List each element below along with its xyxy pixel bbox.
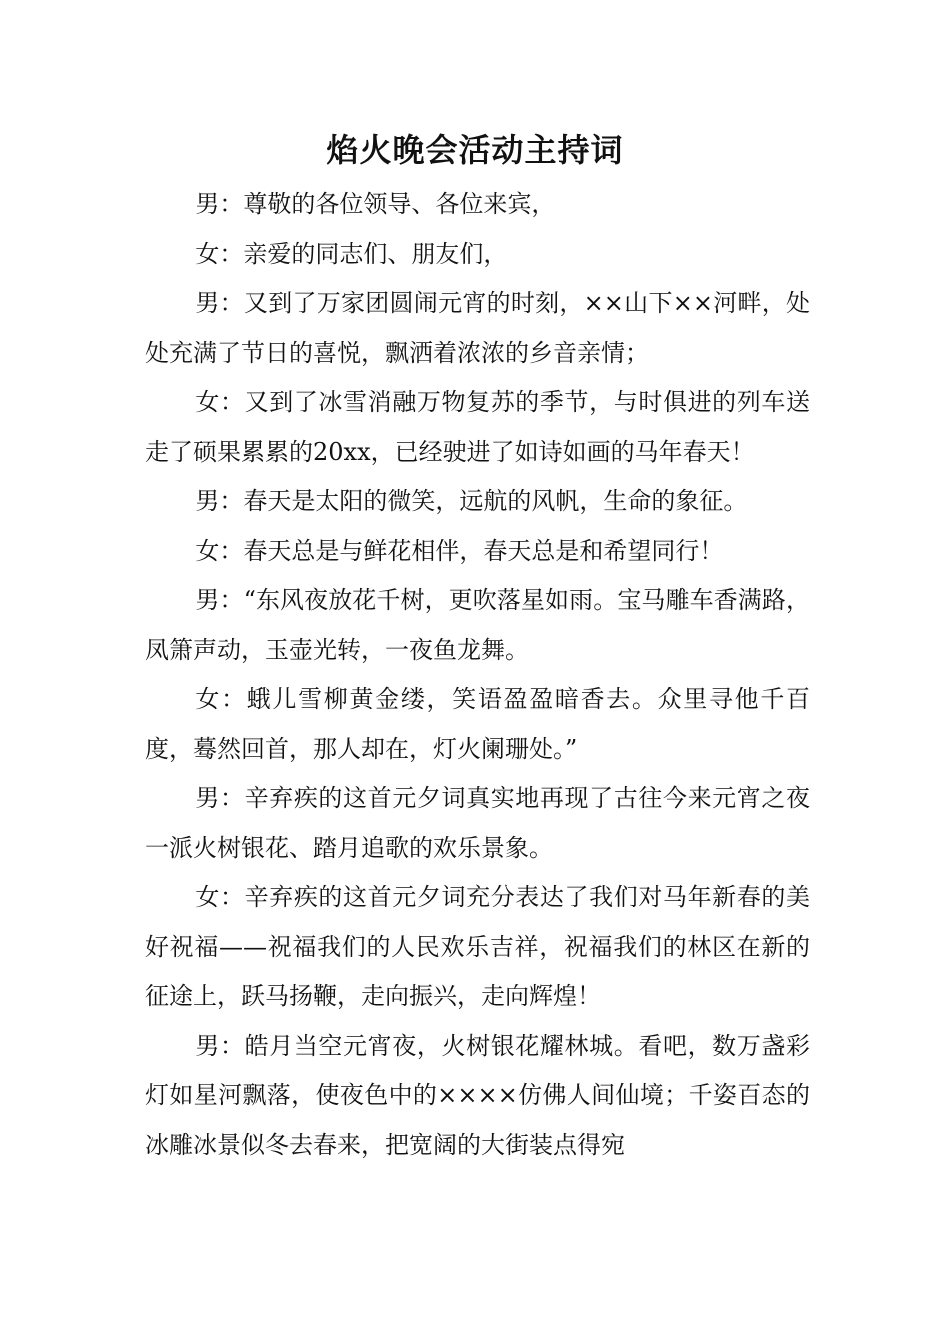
paragraph: 女：辛弃疾的这首元夕词充分表达了我们对马年新春的美好祝福——祝福我们的人民欢乐吉祥，祝福我们的林区在新的征途上，跃马扬鞭，走向振兴，走向辉煌！ bbox=[145, 883, 810, 1010]
paragraph: 男：春天是太阳的微笑，远航的风帆，生命的象征。 bbox=[195, 487, 748, 515]
paragraph: 女：春天总是与鲜花相伴，春天总是和希望同行！ bbox=[195, 536, 724, 565]
document-title: 焰火晚会活动主持词 bbox=[326, 131, 624, 169]
paragraph: 女：又到了冰雪消融万物复苏的季节，与时俱进的列车送走了硕果累累的20xx，已经驶进了如诗如画的马年春天！ bbox=[145, 388, 810, 466]
paragraph: 男：尊敬的各位领导、各位来宾， bbox=[195, 190, 556, 218]
paragraph: 男：“东风夜放花千树，更吹落星如雨。宝马雕车香满路，凤箫声动，玉壶光转，一夜鱼龙舞。 bbox=[145, 586, 810, 664]
paragraph: 男：又到了万家团圆闹元宵的时刻，××山下××河畔，处处充满了节日的喜悦，飘洒着浓浓的乡音亲情； bbox=[145, 289, 810, 367]
paragraph: 男：辛弃疾的这首元夕词真实地再现了古往今来元宵之夜一派火树银花、踏月追歌的欢乐景象。 bbox=[145, 784, 810, 862]
paragraph: 女：蛾儿雪柳黄金缕，笑语盈盈暗香去。众里寻他千百度，蓦然回首，那人却在，灯火阑珊处。” bbox=[145, 685, 810, 763]
paragraph: 男：皓月当空元宵夜，火树银花耀林城。看吧，数万盏彩灯如星河飘落，使夜色中的××××仿佛人间仙境；千姿百态的冰雕冰景似冬去春来，把宽阔的大街装点得宛 bbox=[145, 1031, 810, 1159]
document-body bbox=[145, 180, 810, 1170]
paragraph: 女：亲爱的同志们、朋友们， bbox=[195, 239, 508, 268]
